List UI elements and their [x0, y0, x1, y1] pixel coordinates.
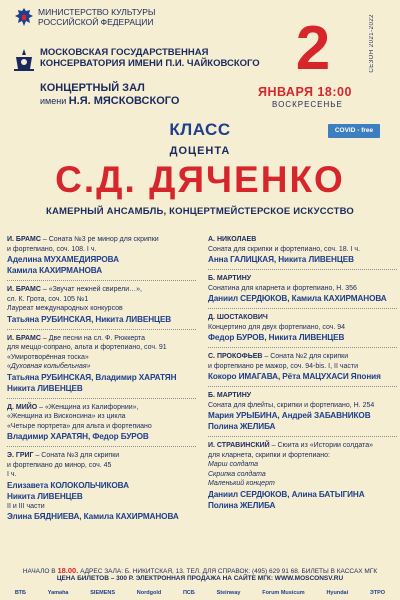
work-description: и фортепиано, соч. 108. I ч.: [7, 245, 97, 253]
conservatory-name: [40, 47, 260, 69]
program-line: [7, 451, 202, 461]
program-item: [208, 391, 400, 437]
program-line: [7, 285, 202, 295]
work-description: – «Женщина из Калифорнии»,: [37, 403, 139, 411]
performers: Татьяна РУБИНСКАЯ, Никита ЛИВЕНЦЕВ: [7, 314, 172, 324]
work-description: Лауреат международных конкурсов: [7, 305, 123, 312]
performers: Даниил СЕРДЮКОВ, Камила КАХИРМАНОВА: [208, 294, 387, 303]
program-item: [7, 451, 202, 527]
performers: Кокоро ИМАГАВА, Рёта МАЦУХАСИ Япония: [208, 372, 381, 381]
work-description: Маленький концерт: [208, 480, 275, 487]
footer-prices: ЦЕНА БИЛЕТОВ – 300 Р. ЭЛЕКТРОННАЯ ПРОДАЖА НА САЙТЕ МГК: WWW.MOSCONSV.RU: [56, 575, 344, 582]
sponsor-logo: Nordgold: [136, 589, 162, 596]
program-line: [7, 334, 202, 344]
sponsor-logo: ВТБ: [14, 589, 26, 596]
program-line: [7, 304, 202, 314]
sponsor-logo: Forum Musicum: [262, 589, 305, 596]
work-description: – Соната №3 ре минор для скрипки: [40, 236, 159, 243]
program-line: [208, 274, 400, 284]
program-item: [208, 274, 400, 309]
work-description: и фортепиано до минор, соч. 45: [7, 461, 112, 469]
sponsor-logo: Hyundai: [326, 589, 349, 596]
work-description: Соната для флейты, скрипки и фортепиано, Н. 254: [208, 401, 375, 409]
composer-name: Э. ГРИГ: [7, 452, 34, 459]
ministry-line-2: РОССИЙСКОЙ ФЕДЕРАЦИИ: [38, 17, 154, 27]
performers: Анна ГАЛИЦКАЯ, Никита ЛИВЕНЦЕВ: [208, 255, 354, 264]
program-line: [7, 403, 202, 413]
work-description: Соната для скрипки и фортепиано, соч. 18. I ч.: [208, 245, 361, 253]
sponsor-logo: Yamaha: [47, 589, 69, 596]
performers: Никита ЛИВЕНЦЕВ: [7, 383, 83, 393]
hall-title: КОНЦЕРТНЫЙ ЗАЛ: [40, 82, 145, 94]
program-right-column: [208, 235, 400, 520]
work-description: – Сюита из «Истории солдата»: [269, 442, 373, 449]
work-description: I ч.: [7, 471, 17, 478]
ministry-name: [38, 7, 155, 27]
program-line: [208, 441, 400, 451]
program-item: [7, 285, 202, 330]
program-line: [208, 460, 400, 470]
program-line: [208, 391, 400, 401]
season-label: СЕЗОН 2021-2022: [369, 14, 375, 73]
program-item: [208, 235, 400, 270]
composer-name: Б. МАРТИНУ: [208, 275, 252, 282]
class-subtitle: КАМЕРНЫЙ АНСАМБЛЬ, КОНЦЕРТМЕЙСТЕРСКОЕ ИСКУССТВО: [46, 206, 354, 217]
program-line: [7, 353, 202, 363]
work-description: «Женщина из Висконсина» из цикла: [7, 413, 126, 420]
sponsor-logos: [0, 585, 400, 600]
work-description: «Четыре портрета» для альта и фортепиано: [7, 422, 152, 430]
program-line: [208, 245, 400, 255]
program-line: II и III части: [7, 502, 45, 510]
program-line: [208, 451, 400, 461]
composer-name: Д. ШОСТАКОВИЧ: [208, 314, 268, 321]
performers: Аделина МУХАМЕДИЯРОВА: [7, 255, 119, 264]
footer-address: [0, 566, 400, 575]
program-item: [7, 235, 202, 281]
work-description: Сонатина для кларнета и фортепиано, Н. 356: [208, 284, 357, 292]
program-line: [7, 461, 202, 471]
covid-free-badge: COVID - free: [328, 124, 380, 138]
ministry-line-1: МИНИСТЕРСТВО КУЛЬТУРЫ: [38, 7, 156, 17]
conservatory-logo-icon: [12, 47, 36, 73]
work-description: – Две песни на сл. Ф. Рюккерта: [40, 334, 146, 342]
concert-day: 2: [295, 14, 331, 83]
program-item: [208, 441, 400, 516]
program-line: [208, 479, 400, 489]
docent-heading: ДОЦЕНТА: [169, 145, 231, 157]
hall-name-value: Н.Я. МЯСКОВСКОГО: [68, 95, 180, 107]
sponsor-logo: Steinway: [216, 589, 241, 596]
composer-name: И. БРАМС: [7, 334, 41, 342]
conservatory-line-2: КОНСЕРВАТОРИЯ ИМЕНИ П.И. ЧАЙКОВСКОГО: [40, 58, 260, 69]
performers: Елизавета КОЛОКОЛЬЧИКОВА: [7, 480, 129, 490]
class-heading: КЛАСС: [169, 120, 231, 139]
work-description: Марш солдата: [208, 461, 259, 468]
concert-weekday: ВОСКРЕСЕНЬЕ: [272, 100, 343, 109]
composer-name: С. ПРОКОФЬЕВ: [208, 353, 263, 360]
program-line: [208, 352, 400, 362]
performers: Федор БУРОВ, Никита ЛИВЕНЦЕВ: [208, 333, 345, 342]
program-item: [208, 352, 400, 387]
program-line: [7, 422, 202, 432]
performers: Полина ЖЕЛИБА: [208, 422, 276, 431]
performers: Камила КАХИРМАНОВА: [7, 266, 103, 275]
work-description: – Соната №2 для скрипки: [262, 353, 349, 360]
program-line: [7, 412, 202, 422]
composer-name: И. БРАМС: [7, 286, 41, 293]
program-left-column: [7, 235, 202, 531]
composer-name: Д. МИЙО: [7, 403, 38, 411]
composer-name: И. БРАМС: [7, 236, 41, 243]
program-line: [7, 295, 202, 305]
ministry-emblem-icon: [14, 7, 34, 29]
program-line: [7, 343, 202, 353]
work-description: для меццо-сопрано, альта и фортепиано, соч. 91: [7, 344, 167, 351]
program-line: [208, 470, 400, 480]
performers: Элина БЯДНИЕВА, Камила КАХИРМАНОВА: [7, 512, 179, 521]
hall-name-prefix: имени: [40, 96, 69, 106]
performers: Мария УРЫБИНА, Андрей ЗАБАВНИКОВ: [208, 411, 371, 420]
program-item: [7, 403, 202, 448]
program-line: [7, 235, 202, 245]
composer-name: Б. МАРТИНУ: [208, 392, 252, 399]
composer-name: И. СТРАВИНСКИЙ: [208, 442, 270, 449]
work-description: – «Звучат нежней свирели…»,: [40, 286, 142, 293]
program-line: [208, 313, 400, 323]
program-line: [7, 245, 202, 255]
composer-name: А. НИКОЛАЕВ: [208, 236, 257, 243]
work-description: для кларнета, скрипки и фортепиано:: [208, 451, 330, 459]
work-description: и фортепиано ре мажор, соч. 94-bis. I, II части: [208, 362, 358, 370]
teacher-name: С.Д. ДЯЧЕНКО: [55, 159, 345, 200]
performers: Полина ЖЕЛИБА: [208, 500, 276, 510]
concert-month-time: ЯНВАРЯ 18:00: [258, 85, 352, 99]
work-description: «Умиротворённая тоска»: [7, 353, 89, 361]
program-item: [208, 313, 400, 348]
hall-name: [40, 95, 179, 107]
sponsor-logo: ЭТРО: [369, 589, 386, 596]
program-item: [7, 334, 202, 399]
footer-address-text: АДРЕС ЗАЛА: Б. НИКИТСКАЯ, 13. ТЕЛ. ДЛЯ СПРАВОК: (495) 629 91 68. БИЛЕТЫ В КАССАХ МГК: [78, 568, 378, 575]
sponsor-logo: ПСБ: [182, 589, 195, 596]
work-description: Скрипка солдата: [208, 470, 266, 478]
footer-start-prefix: НАЧАЛО В: [22, 568, 58, 575]
performers: Владимир ХАРАТЯН, Федор БУРОВ: [7, 432, 149, 441]
program-line: [208, 323, 400, 333]
sponsor-logo: SIEMENS: [90, 589, 116, 596]
work-description: Концертино для двух фортепиано, соч. 94: [208, 323, 346, 331]
program-line: [208, 235, 400, 245]
work-description: – Соната №3 для скрипки: [33, 452, 120, 459]
conservatory-line-1: МОСКОВСКАЯ ГОСУДАРСТВЕННАЯ: [40, 47, 209, 58]
program-line: [208, 284, 400, 294]
performers: Никита ЛИВЕНЦЕВ: [7, 491, 83, 501]
program-line: [7, 362, 202, 372]
program-line: [208, 401, 400, 411]
footer-start-time: 18.00.: [57, 566, 79, 575]
work-description: «Духовная колыбельная»: [7, 363, 91, 370]
performers: Даниил СЕРДЮКОВ, Алина БАТЫГИНА: [208, 489, 365, 499]
program-line: [7, 470, 202, 480]
performers: Татьяна РУБИНСКАЯ, Владимир ХАРАТЯН: [7, 372, 177, 382]
work-description: сл. К. Грота, соч. 105 №1: [7, 295, 89, 303]
program-line: [208, 362, 400, 372]
